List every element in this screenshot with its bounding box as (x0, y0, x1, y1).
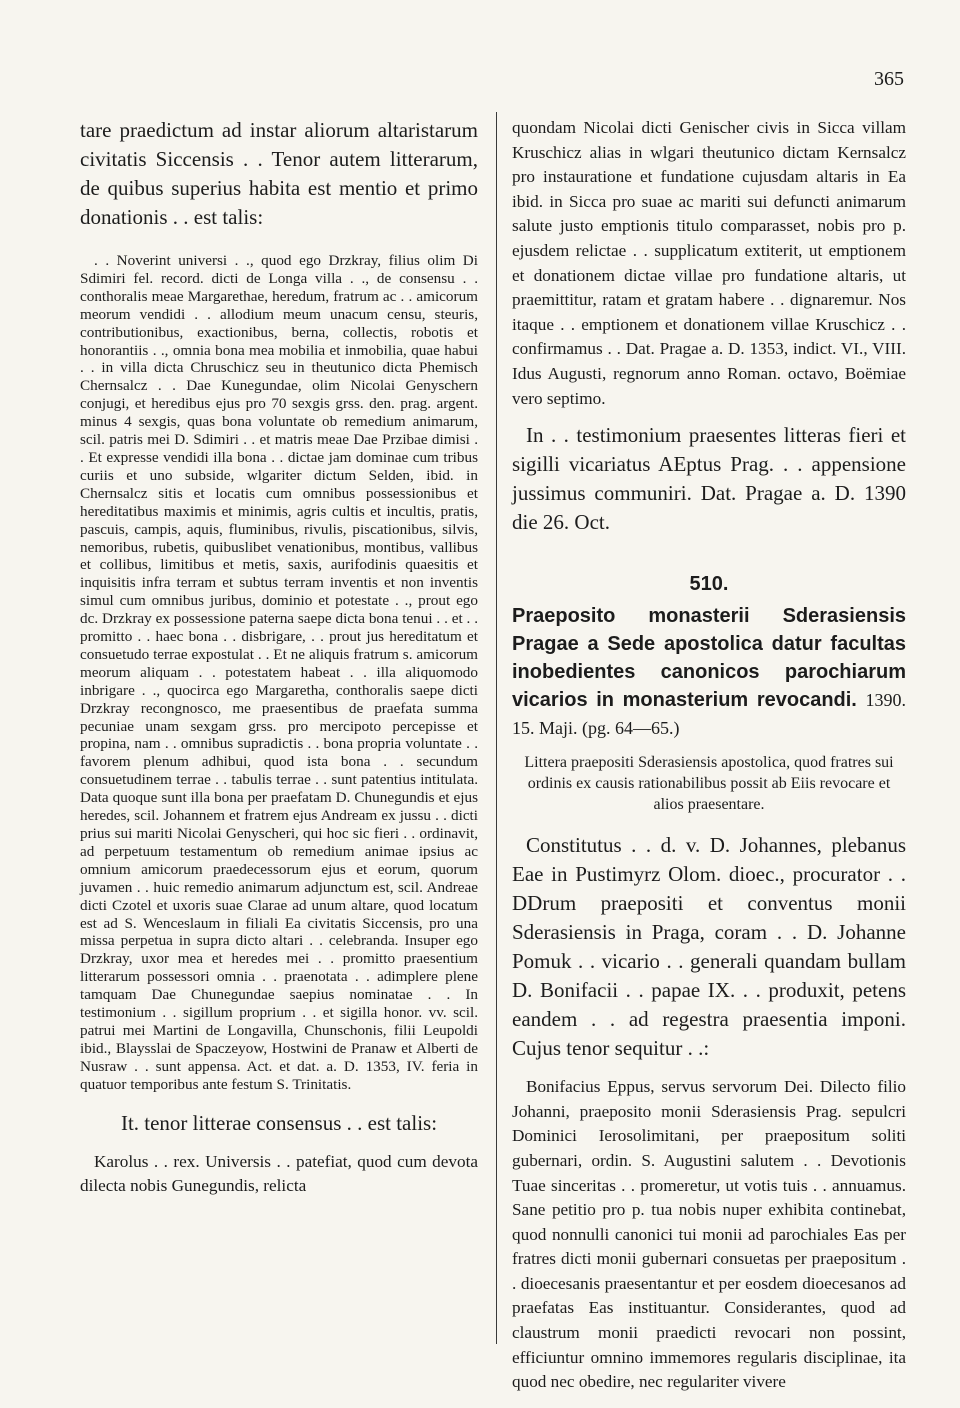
regest-title-text: Praeposito monasterii Sderasiensis Pragae a Sede apostolica datur facultas inobedientes canonicos parochiarum vicarios in monasterium revocandi. (512, 605, 906, 712)
charter-continuation: quondam Nicolai dicti Genischer civis in Sicca villam Kruschicz alias in wlgari theutunico dictam Kernsalcz pro instauratione et fundatione cujusdam altaris in Ea ibid. in Sicca pro suae ac mariti sui defuncti animarum salute justo emptionis titulo comparasset, nobis pro p. ejusdem relictae . . supplicatum extiterit, ut emptionem et donationem dictae villae pro fundatione altaris, ut praemittitur, ratam et gratam habere . . dignaremur. Nos itaque . . emptionem et donationem villae Kruschicz . . confirmamus . . Dat. Pragae a. D. 1353, indict. VI., VIII. Idus Augusti, regnorum anno Roman. octavo, Boëmiae vero septimo. (512, 118, 906, 408)
intro-paragraph: tare praedictum ad instar aliorum altaristarum civitatis Siccensis . . Tenor autem litterarum, de quibus superius habita est mentio et primo donationis . . est talis: (80, 118, 478, 229)
closing-text: Karolus . . rex. Universis . . patefiat, quod cum devota dilecta nobis Gunegundis, relicta (80, 1151, 478, 1196)
closing-paragraph: In . . testimonium praesentes litteras fieri et sigilli vicariatus AEptus Prag. . . appensione jussimus communiri. Dat. Pragae a. D. 1390 die 26. Oct. (512, 423, 906, 535)
bull-text: Bonifacius Eppus, servus servorum Dei. Dilecto filio Johanni, praeposito monii Sderasiensis Prag. sepulcri Dominici Ierosolimitani, per praepositum soliti gubernari, ordin. S. Augustini salutem . . Devotionis Tuae sinceritas . . promeretur, ut votis tuis . . annuamus. Sane petitio pro p. tua nobis nuper exhibita continebat, quod nonnulli canonici tui monii ad parochiales Eas per fratres dicti monii gubernari consuetas per praepositum . . dioecesanis praesentantur et per eosdem dioecesanos ad praefatas Eas instituantur. Considerantes, quod ad claustrum monii praedicti revocari non possint, efficiuntur omnino immemores regularis disciplinae, ita quod nec obedire, nec regulariter vivere (512, 1077, 906, 1392)
consent-heading: It. tenor litterae consensus . . est talis: (120, 1110, 438, 1135)
narrative-paragraph: Constitutus . . d. v. D. Johannes, plebanus Eae in Pustimyrz Olom. dioec., procurator . . DDrum praepositi et conventus monii Sderasiensis in Praga, coram . . D. Johanne Pomuk . . vicario . . generali quandam bullam D. Bonifacii . . papae IX. . . produxit, petens eandem . . ad regestra praesentia imponi. Cujus tenor sequitur . .: (512, 833, 906, 1061)
right-column (512, 116, 906, 1395)
left-column (80, 116, 478, 1199)
column-divider (496, 112, 497, 1344)
charter-text: . . Noverint universi . ., quod ego Drzkray, filius olim Di Sdimiri fel. record. dicti de Longa villa . ., de consensu . . conthoralis meae Margarethae, heredum, fratrum ac . . amicorum meorum vendidi . . allodium meum unacum censu, steuris, contributionibus, exactionibus, berna, collectis, robotis et honorantiis . ., omnia bona mea mobilia et inmobilia, quae habui . . in villa dicta Chruschicz seu in theutunico dicta Phemisch Chernsalcz . . Dae Kunegundae, olim Nicolai Genyschern conjugi, et heredibus ejus pro 70 sexgis grss. den. prag. argent. minus 4 sexgis, quas bona voluntate ob remedium animarum, scil. patris mei D. Sdimiri . . et matris meae Dae Przibae dimisi . . Et expresse vendidi illa bona . . dictae jam dominae cum tribus curiis et uno subside, wlgariter dictum Selden, ibid. in Chernsalcz sitis et locatis cum omnibus possessionibus et hereditatibus maximis et minimis, agris cultis et incultis, pratis, pascuis, campis, aquis, fluminibus, rivulis, piscationibus, silvis, nemoribus, rubetis, quibuslibet venationibus, montibus, vallibus et collibus, limitibus et metis, saxis, aurifodinis quaesitis et inquisitis infra terram et subtus terram inventis et non inventis simul cum omnibus juribus, dominio et potestate . ., prout ego dc. Drzkray ex possessione paterna saepe dicta bona tenui . . et . . promitto . . haec bona . . disbrigare, . . prout jus hereditatum et consuetudo terrae expostulat . . Et ne aliquis fratrum s. amicorum meorum aliquam . . potestatem habeat . . illa aliquomodo inbrigare . ., quocirca ego Margaretha, conthoralis saepe dicti Drzkray recongnosco, me praesentibus de praefata summa pecuniae unam sexgam grss. pro mercipoto percepisse et propina, nam . . omnibus supradictis . . bona propria voluntate . . favorem plenum adhibui, quod ista bona . . secundum consuetudinem terrae . . tabulis terrae . . sunt patentius intitulata. Data quoque sunt illa bona per praefatam D. Chunegundis et ejus heredes, scil. Johannem et fratrem ejus Andream ex jussu . . dicti prius sui mariti Nicolai Genyscheri, qui hoc sic fieri . . ordinavit, ad perpetuum testamentum ob remedium animae ipsius ac omnium amicorum praedecessorum ejus et eorum, quorum juvamen . . huic remedio animarum adjunctum est, scil. Andreae dicti Czotel et uxoris suae Clarae ad unum altare, quod locatum est ad S. Wenceslaum in filiali Ea civitatis Siccensis, pro una missa perpetua in supra dicto altari . . celebranda. Insuper ego Drzkray, uxor mea et heredes mei . . promitto praesentium litterarum possessori omnia . . praenotata . . adimplere plene tamquam Dae Chunegundae saepius nominatae . . In testimonium . . sigillum proprium . . et sigilla honor. vv. scil. patrui mei Martini de Longavilla, Chunschonis, filii Leupoldi ibid., Blaysslai de Spaczeyow, Hostwini de Pranaw et Alberti de Nusraw . . sunt appensa. Act. et dat. a. D. 1353, IV. feria in quatuor temporibus ante festum S. Trinitatis. (80, 252, 478, 1093)
document-summary: Littera praepositi Sderasiensis apostolica, quod fratres sui ordinis ex causis rationabilibus possit ab Eiis revocare et alios praesentare. (524, 754, 894, 814)
document-number: 510. (689, 573, 729, 596)
page-number: 365 (874, 68, 904, 90)
regest-citation: 1390. 15. Maji. (pg. 64—65.) (512, 690, 906, 739)
regest-title (512, 602, 906, 742)
